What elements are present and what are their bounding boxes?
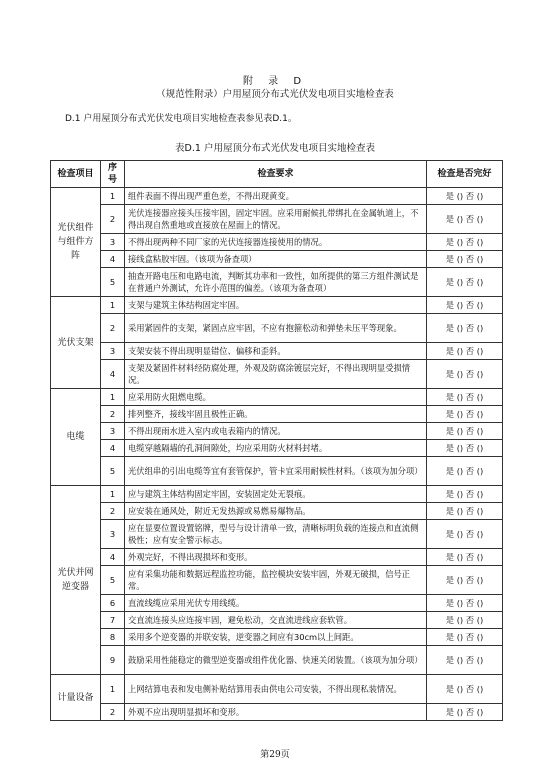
requirement-cell: 电缆穿越隔墙的孔洞间隙处，均应采用防火材料封堵。: [125, 440, 427, 457]
item-number-cell: 3: [101, 234, 125, 251]
category-cell: 光伏组件与组件方阵: [51, 188, 101, 297]
table-header-row: [51, 161, 503, 188]
result-cell: 是 () 否 (): [427, 503, 503, 520]
table-row: [51, 188, 503, 205]
table-body: [51, 188, 503, 721]
item-number-cell: 9: [101, 646, 125, 675]
item-number-cell: 2: [101, 406, 125, 423]
requirement-cell: 交直流连接头应连接牢固，避免松动，交直流进线应套软管。: [125, 612, 427, 629]
table-row: [51, 297, 503, 314]
item-number-cell: 3: [101, 520, 125, 549]
column-header-number: 序号: [101, 161, 125, 188]
table-row: [51, 440, 503, 457]
requirement-cell: 应在显要位置设置铭牌，型号与设计清单一致，清晰标明负载的连接点和直流侧极性；应有安全警示标志。: [125, 520, 427, 549]
result-cell: 是 () 否 (): [427, 314, 503, 343]
requirement-cell: 应有采集功能和数据远程监控功能，监控模块安装牢固，外观无破损，信号正常。: [125, 566, 427, 595]
item-number-cell: 2: [101, 314, 125, 343]
table-row: [51, 457, 503, 486]
table-row: [51, 629, 503, 646]
table-row: [51, 486, 503, 503]
result-cell: 是 () 否 (): [427, 646, 503, 675]
result-cell: 是 () 否 (): [427, 675, 503, 704]
table-row: [51, 343, 503, 360]
result-cell: 是 () 否 (): [427, 595, 503, 612]
table-row: [51, 314, 503, 343]
result-cell: 是 () 否 (): [427, 360, 503, 389]
table-caption: 表D.1 户用屋顶分布式光伏发电项目实地检查表: [175, 143, 375, 154]
item-number-cell: 1: [101, 297, 125, 314]
result-cell: 是 () 否 (): [427, 486, 503, 503]
result-cell: 是 () 否 (): [427, 406, 503, 423]
result-cell: 是 () 否 (): [427, 440, 503, 457]
section-heading: D.1 户用屋顶分布式光伏发电项目实地检查表参见表D.1。: [65, 114, 297, 124]
column-header-category: 检查项目: [51, 161, 101, 188]
requirement-cell: 支架与建筑主体结构固定牢固。: [125, 297, 427, 314]
result-cell: 是 () 否 (): [427, 612, 503, 629]
requirement-cell: 应安装在通风处，附近无发热源或易燃易爆物品。: [125, 503, 427, 520]
result-cell: 是 () 否 (): [427, 389, 503, 406]
requirement-cell: 组件表面不得出现严重色差，不得出现黄变。: [125, 188, 427, 205]
requirement-cell: 排列整齐，接线牢固且极性正确。: [125, 406, 427, 423]
requirement-cell: 采用紧固件的支架，紧固点应牢固，不应有抱箍松动和弹垫未压平等现象。: [125, 314, 427, 343]
item-number-cell: 4: [101, 549, 125, 566]
category-cell: 光伏支架: [51, 297, 101, 389]
requirement-cell: 不得出现雨水进入室内或电表箱内的情况。: [125, 423, 427, 440]
category-cell: 计量设备: [51, 675, 101, 721]
table-row: [51, 646, 503, 675]
item-number-cell: 4: [101, 440, 125, 457]
result-cell: 是 () 否 (): [427, 188, 503, 205]
table-row: [51, 423, 503, 440]
column-header-requirement: 检查要求: [125, 161, 427, 188]
item-number-cell: 1: [101, 188, 125, 205]
table-row: [51, 549, 503, 566]
item-number-cell: 4: [101, 251, 125, 268]
item-number-cell: 8: [101, 629, 125, 646]
requirement-cell: 光伏组串的引出电缆等宜有套管保护，管卡宜采用耐候性材料。（该项为加分项）: [125, 457, 427, 486]
table-row: [51, 595, 503, 612]
table-row: [51, 503, 503, 520]
item-number-cell: 3: [101, 423, 125, 440]
table-row: [51, 704, 503, 721]
category-cell: 电缆: [51, 389, 101, 486]
page-number: 第29页: [260, 750, 290, 760]
table-row: [51, 406, 503, 423]
result-cell: 是 () 否 (): [427, 343, 503, 360]
table-row: [51, 566, 503, 595]
inspection-checklist-table: [50, 160, 503, 721]
table-row: [51, 389, 503, 406]
requirement-cell: 应与建筑主体结构固定牢固，安装固定处无裂痕。: [125, 486, 427, 503]
requirement-cell: 外观完好，不得出现损坏和变形。: [125, 549, 427, 566]
appendix-title: 附 录 D: [242, 76, 308, 87]
item-number-cell: 1: [101, 389, 125, 406]
result-cell: 是 () 否 (): [427, 423, 503, 440]
result-cell: 是 () 否 (): [427, 520, 503, 549]
item-number-cell: 2: [101, 704, 125, 721]
requirement-cell: 支架及紧固件材料经防腐处理，外观及防腐涂镀层完好，不得出现明显受损情况。: [125, 360, 427, 389]
category-cell: 光伏并网逆变器: [51, 486, 101, 675]
result-cell: 是 () 否 (): [427, 457, 503, 486]
table-row: [51, 675, 503, 704]
result-cell: 是 () 否 (): [427, 704, 503, 721]
requirement-cell: 接线盒粘胶牢固。（该项为备查项）: [125, 251, 427, 268]
table-row: [51, 520, 503, 549]
result-cell: 是 () 否 (): [427, 566, 503, 595]
item-number-cell: 2: [101, 503, 125, 520]
table-row: [51, 612, 503, 629]
item-number-cell: 7: [101, 612, 125, 629]
column-header-result: 检查是否完好: [427, 161, 503, 188]
requirement-cell: 采用多个逆变器的并联安装，逆变器之间应有30cm以上间距。: [125, 629, 427, 646]
item-number-cell: 5: [101, 566, 125, 595]
result-cell: 是 () 否 (): [427, 205, 503, 234]
requirement-cell: 不得出现两种不同厂家的光伏连接器连接使用的情况。: [125, 234, 427, 251]
result-cell: 是 () 否 (): [427, 268, 503, 297]
result-cell: 是 () 否 (): [427, 549, 503, 566]
requirement-cell: 光伏连接器应接头压接牢固，固定牢固。应采用耐候扎带绑扎在金属轨道上，不得出现自然重地或直接放在屋面上的情况。: [125, 205, 427, 234]
requirement-cell: 上网结算电表和发电侧补贴结算用表由供电公司安装，不得出现私装情况。: [125, 675, 427, 704]
item-number-cell: 1: [101, 675, 125, 704]
result-cell: 是 () 否 (): [427, 629, 503, 646]
table-row: [51, 268, 503, 297]
requirement-cell: 外观不应出现明显损坏和变形。: [125, 704, 427, 721]
table-row: [51, 251, 503, 268]
table-row: [51, 360, 503, 389]
item-number-cell: 6: [101, 595, 125, 612]
item-number-cell: 5: [101, 268, 125, 297]
requirement-cell: 支架安装不得出现明显错位、偏移和歪斜。: [125, 343, 427, 360]
table-row: [51, 234, 503, 251]
item-number-cell: 1: [101, 486, 125, 503]
item-number-cell: 2: [101, 205, 125, 234]
requirement-cell: 直流线缆应采用光伏专用线缆。: [125, 595, 427, 612]
requirement-cell: 应采用防火阻燃电缆。: [125, 389, 427, 406]
result-cell: 是 () 否 (): [427, 251, 503, 268]
requirement-cell: 鼓励采用性能稳定的微型逆变器或组件优化器、快速关闭装置。（该项为加分项）: [125, 646, 427, 675]
result-cell: 是 () 否 (): [427, 297, 503, 314]
item-number-cell: 4: [101, 360, 125, 389]
item-number-cell: 3: [101, 343, 125, 360]
table-row: [51, 205, 503, 234]
result-cell: 是 () 否 (): [427, 234, 503, 251]
requirement-cell: 抽查开路电压和电路电流，判断其功率和一致性，如所提供的第三方组件测试是在普通户外测试，允许小范围的偏差。（该项为备查项）: [125, 268, 427, 297]
appendix-subtitle: （规范性附录）户用屋顶分布式光伏发电项目实地检查表: [156, 89, 394, 100]
item-number-cell: 5: [101, 457, 125, 486]
